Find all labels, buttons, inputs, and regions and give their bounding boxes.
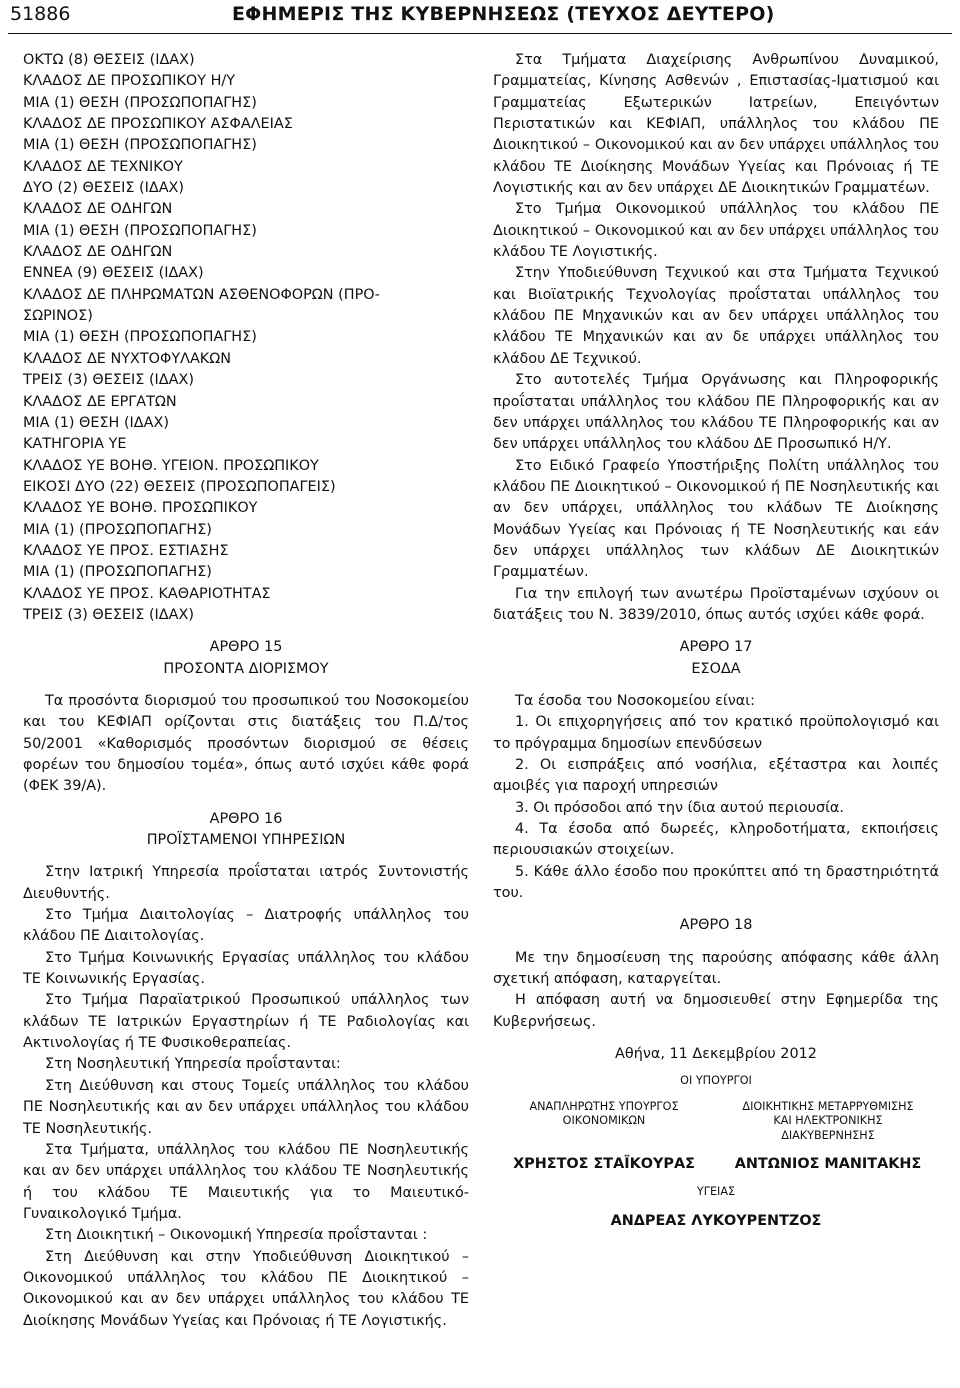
supervisor-paragraph: Για την επιλογή των ανωτέρω Προϊσταμένων ισχύουν οι διατάξεις του Ν. 3839/2010, όπως αυτός ισχύει κάθε φορά.: [493, 585, 939, 623]
position-line: ΕΝΝΕΑ (9) ΘΕΣΕΙΣ (ΙΔΑΧ): [23, 265, 204, 282]
article-17-paragraph: Τα έσοδα του Νοσοκομείου είναι:: [515, 692, 755, 709]
supervisor-paragraph: Στο Τμήμα Οικονομικού υπάλληλος του κλάδου ΠΕ Διοικητικού – Οικονομικού και αν δεν υπάρχει υπάλληλος του κλάδου ΤΕ Λογιστικής.: [493, 201, 939, 261]
article-16-paragraph: Στη Διεύθυνση και στην Υποδιεύθυνση Διοικητικού –Οικονομικού υπάλληλος του κλάδου ΠΕ Διοικητικού – Οικονομικού και αν δεν υπάρχει υπάλληλος του κλάδου ΤΕ Διοίκησης Μονάδων Υγείας και Πρόνοιας ή ΤΕ Λογιστικής.: [23, 1248, 469, 1329]
signature-3-title: ΥΓΕΙΑΣ: [696, 1185, 736, 1199]
article-16-number: ΑΡΘΡΟ 16: [209, 810, 283, 827]
signature-names: [493, 1154, 939, 1174]
right-column: [493, 50, 939, 1231]
position-line: ΤΡΕΙΣ (3) ΘΕΣΕΙΣ (ΙΔΑΧ): [23, 372, 194, 389]
article-18-number: ΑΡΘΡΟ 18: [679, 917, 753, 934]
article-17-paragraph: 5. Κάθε άλλο έσοδο που προκύπτει από τη δραστηριότητά του.: [493, 863, 939, 902]
position-line: ΜΙΑ (1) (ΠΡΟΣΩΠΟΠΑΓΗΣ): [23, 564, 212, 581]
signing-date: Αθήνα, 11 Δεκεμβρίου 2012: [615, 1046, 817, 1063]
signature-2-title: ΔΙΟΙΚΗΤΙΚΗΣ ΜΕΤΑΡΡΥΘΜΙΣΗΣ ΚΑΙ ΗΛΕΚΤΡΟΝΙΚΗΣ ΔΙΑΚΥΒΕΡΝΗΣΗΣ: [742, 1099, 914, 1142]
article-15-number: ΑΡΘΡΟ 15: [209, 639, 283, 656]
gazette-title: ΕΦΗΜΕΡΙΣ ΤΗΣ ΚΥΒΕΡΝΗΣΕΩΣ (ΤΕΥΧΟΣ ΔΕΥΤΕΡΟ): [232, 3, 775, 25]
position-line: ΜΙΑ (1) ΘΕΣΗ (ΠΡΟΣΩΠΟΠΑΓΗΣ): [23, 329, 257, 346]
position-line: ΚΛΑΔΟΣ ΔΕ ΤΕΧΝΙΚΟΥ: [23, 158, 183, 175]
position-line: ΚΛΑΔΟΣ ΥΕ ΒΟΗΘ. ΥΓΕΙΟΝ. ΠΡΟΣΩΠΙΚΟΥ: [23, 457, 319, 474]
position-line: ΕΙΚΟΣΙ ΔΥΟ (22) ΘΕΣΕΙΣ (ΠΡΟΣΩΠΟΠΑΓΕΙΣ): [23, 478, 336, 495]
signature-1-title: ΑΝΑΠΛΗΡΩΤΗΣ ΥΠΟΥΡΓΟΣ ΟΙΚΟΝΟΜΙΚΩΝ: [529, 1099, 679, 1128]
signature-3-name: ΑΝΔΡΕΑΣ ΛΥΚΟΥΡΕΝΤΖΟΣ: [610, 1212, 822, 1229]
article-17-title: ΕΣΟΔΑ: [691, 660, 741, 677]
article-17-body: [493, 691, 939, 904]
position-line: ΜΙΑ (1) ΘΕΣΗ (ΙΔΑΧ): [23, 414, 169, 431]
supervisor-paragraph: Στο αυτοτελές Τμήμα Οργάνωσης και Πληροφορικής προΐσταται υπάλληλος του κλάδου ΠΕ Πληροφορικής και αν δεν υπάρχει υπάλληλος του κλάδου ΤΕ Πληροφορικής και αν δεν υπάρχει υπάλληλος του κλάδου ΔΕ Προσωπικό Η/Υ.: [493, 372, 939, 453]
article-16-paragraph: Στη Διεύθυνση και στους Τομείς υπάλληλος του κλάδου ΠΕ Νοσηλευτικής και αν δεν υπάρχει υπάλληλος του κλάδου ΤΕ Νοσηλευτικής.: [23, 1077, 469, 1137]
position-line: ΚΛΑΔΟΣ ΔΕ ΠΡΟΣΩΠΙΚΟΥ ΑΣΦΑΛΕΙΑΣ: [23, 116, 293, 133]
signature-titles: [493, 1100, 939, 1144]
signature-1-name: ΧΡΗΣΤΟΣ ΣΤΑΪΚΟΥΡΑΣ: [513, 1156, 695, 1173]
page-number: 51886: [10, 3, 71, 25]
position-line: ΚΛΑΔΟΣ ΥΕ ΠΡΟΣ. ΕΣΤΙΑΣΗΣ: [23, 542, 229, 559]
header-rule: [8, 33, 952, 34]
ministers-heading: ΟΙ ΥΠΟΥΡΓΟΙ: [680, 1074, 752, 1088]
position-line: ΤΡΕΙΣ (3) ΘΕΣΕΙΣ (ΙΔΑΧ): [23, 606, 194, 623]
positions-list: [23, 50, 469, 626]
signature-2-name: ΑΝΤΩΝΙΟΣ ΜΑΝΙΤΑΚΗΣ: [734, 1156, 922, 1173]
article-16-paragraph: Στη Νοσηλευτική Υπηρεσία προΐστανται:: [45, 1056, 341, 1073]
article-15-text: Τα προσόντα διορισμού του προσωπικού του Νοσοκομείου και του ΚΕΦΙΑΠ ορίζονται στις διατάξεις του Π.Δ/τος 50/2001 «Καθορισμός προσόντων διορισμού σε θέσεις φορέων του δημοσίου τομέα», όπως αυτό ισχύει κάθε φορά (ΦΕΚ 39/Α).: [23, 692, 469, 795]
position-line: ΣΩΡΙΝΟΣ): [23, 308, 93, 325]
article-17-paragraph: 1. Οι επιχορηγήσεις από τον κρατικό προϋπολογισμό και το πρόγραμμα δημοσίων επενδύσεων: [493, 714, 939, 752]
page-header: [0, 0, 960, 36]
article-16-paragraph: Στο Τμήμα Παραϊατρικού Προσωπικού υπάλληλος των κλάδων ΤΕ Ιατρικών Εργαστηρίων ή ΤΕ Ραδιολογίας και Ακτινολογίας ή ΤΕ Φυσικοθεραπείας.: [23, 992, 469, 1052]
position-line: ΚΑΤΗΓΟΡΙΑ ΥΕ: [23, 436, 127, 453]
article-18-body: [493, 948, 939, 1033]
article-18-paragraph: Με την δημοσίευση της παρούσης απόφασης κάθε άλλη σχετική απόφαση, καταργείται.: [493, 949, 939, 988]
article-16-paragraph: Στο Τμήμα Κοινωνικής Εργασίας υπάλληλος του κλάδου ΤΕ Κοινωνικής Εργασίας.: [23, 949, 469, 988]
position-line: ΟΚΤΩ (8) ΘΕΣΕΙΣ (ΙΔΑΧ): [23, 52, 195, 68]
position-line: ΚΛΑΔΟΣ ΔΕ ΕΡΓΑΤΩΝ: [23, 393, 177, 410]
supervisor-paragraph: Στα Τμήματα Διαχείρισης Ανθρωπίνου Δυναμικού, Γραμματείας, Κίνησης Ασθενών , Επιστασίας-Ιματισμού και Γραμματείας Εξωτερικών Ιατρείων, Επειγόντων Περιστατικών και ΚΕΦΙΑΠ, υπάλληλος του κλάδου ΠΕ Διοικητικού – Οικονομικού και αν δεν υπάρχει υπάλληλος του κλάδου ΤΕ Διοίκησης Μονάδων Υγείας και Πρόνοιας ή ΤΕ Λογιστικής και αν δεν υπάρχει ΔΕ Διοικητικών Γραμματέων.: [493, 52, 939, 197]
supervisors-continued: [493, 50, 939, 626]
supervisor-paragraph: Στην Υποδιεύθυνση Τεχνικού και στα Τμήματα Τεχνικού και Βιοϊατρικής Τεχνολογίας προΐσταται υπάλληλος του κλάδου ΠΕ Μηχανικών και αν δεν υπάρχει υπάλληλος του κλάδου ΤΕ Μηχανικών και αν δε υπάρχει υπάλληλος του κλάδου ΔΕ Τεχνικού.: [493, 265, 939, 367]
article-17-paragraph: 3. Οι πρόσοδοι από την ίδια αυτού περιουσία.: [515, 799, 844, 816]
position-line: ΜΙΑ (1) ΘΕΣΗ (ΠΡΟΣΩΠΟΠΑΓΗΣ): [23, 222, 257, 239]
article-16-title: ΠΡΟΪΣΤΑΜΕΝΟΙ ΥΠΗΡΕΣΙΩΝ: [146, 832, 346, 849]
position-line: ΚΛΑΔΟΣ ΔΕ ΝΥΧΤΟΦΥΛΑΚΩΝ: [23, 350, 232, 367]
article-17-paragraph: 2. Οι εισπράξεις από νοσήλια, εξέταστρα και λοιπές αμοιβές για παροχή υπηρεσιών: [493, 757, 939, 795]
position-line: ΚΛΑΔΟΣ ΔΕ ΠΡΟΣΩΠΙΚΟΥ Η/Υ: [23, 73, 236, 90]
article-16-paragraph: Στην Ιατρική Υπηρεσία προΐσταται ιατρός Συντονιστής Διευθυντής.: [23, 864, 469, 902]
position-line: ΔΥΟ (2) ΘΕΣΕΙΣ (ΙΔΑΧ): [23, 180, 185, 197]
article-16-paragraph: Στη Διοικητική – Οικονομική Υπηρεσία προΐστανται :: [45, 1227, 428, 1244]
left-column: [23, 50, 469, 1332]
position-line: ΚΛΑΔΟΣ ΥΕ ΒΟΗΘ. ΠΡΟΣΩΠΙΚΟΥ: [23, 500, 258, 517]
position-line: ΚΛΑΔΟΣ ΥΕ ΠΡΟΣ. ΚΑΘΑΡΙΟΤΗΤΑΣ: [23, 585, 271, 602]
article-16-paragraph: Στο Τμήμα Διαιτολογίας – Διατροφής υπάλληλος του κλάδου ΠΕ Διαιτολογίας.: [23, 907, 469, 945]
position-line: ΚΛΑΔΟΣ ΔΕ ΟΔΗΓΩΝ: [23, 201, 173, 218]
position-line: ΚΛΑΔΟΣ ΔΕ ΟΔΗΓΩΝ: [23, 244, 173, 261]
position-line: ΜΙΑ (1) ΘΕΣΗ (ΠΡΟΣΩΠΟΠΑΓΗΣ): [23, 94, 257, 111]
article-15-title: ΠΡΟΣΟΝΤΑ ΔΙΟΡΙΣΜΟΥ: [163, 660, 329, 677]
supervisor-paragraph: Στο Ειδικό Γραφείο Υποστήριξης Πολίτη υπάλληλος του κλάδου ΠΕ Διοικητικού – Οικονομικού ή ΠΕ Νοσηλευτικής και αν δεν υπάρχει, υπάλληλος του κλάδων ΤΕ Διοίκησης Μονάδων Υγείας και Πρόνοιας ή ΤΕ Νοσηλευτικής και εάν δεν υπάρχει υπάλληλος των κλάδων ΔΕ Διοικητικών Γραμματέων.: [493, 457, 939, 581]
article-17-paragraph: 4. Τα έσοδα από δωρεές, κληροδοτήματα, εκποιήσεις περιουσιακών στοιχείων.: [493, 821, 939, 859]
position-line: ΚΛΑΔΟΣ ΔΕ ΠΛΗΡΩΜΑΤΩΝ ΑΣΘΕΝΟΦΟΡΩΝ (ΠΡΟ-: [23, 286, 380, 303]
article-17-number: ΑΡΘΡΟ 17: [679, 639, 753, 656]
article-18-paragraph: Η απόφαση αυτή να δημοσιευθεί στην Εφημερίδα της Κυβερνήσεως.: [493, 992, 939, 1030]
article-16-body: [23, 862, 469, 1332]
position-line: ΜΙΑ (1) ΘΕΣΗ (ΠΡΟΣΩΠΟΠΑΓΗΣ): [23, 137, 257, 154]
article-16-paragraph: Στα Τμήματα, υπάλληλος του κλάδου ΠΕ Νοσηλευτικής και αν δεν υπάρχει υπάλληλος του κλάδου ΤΕ Νοσηλευτικής ή του κλάδου ΤΕ Μαιευτικής για το Μαιευτικό- Γυναικολογικό Τμήμα.: [23, 1141, 469, 1222]
position-line: ΜΙΑ (1) (ΠΡΟΣΩΠΟΠΑΓΗΣ): [23, 521, 212, 538]
